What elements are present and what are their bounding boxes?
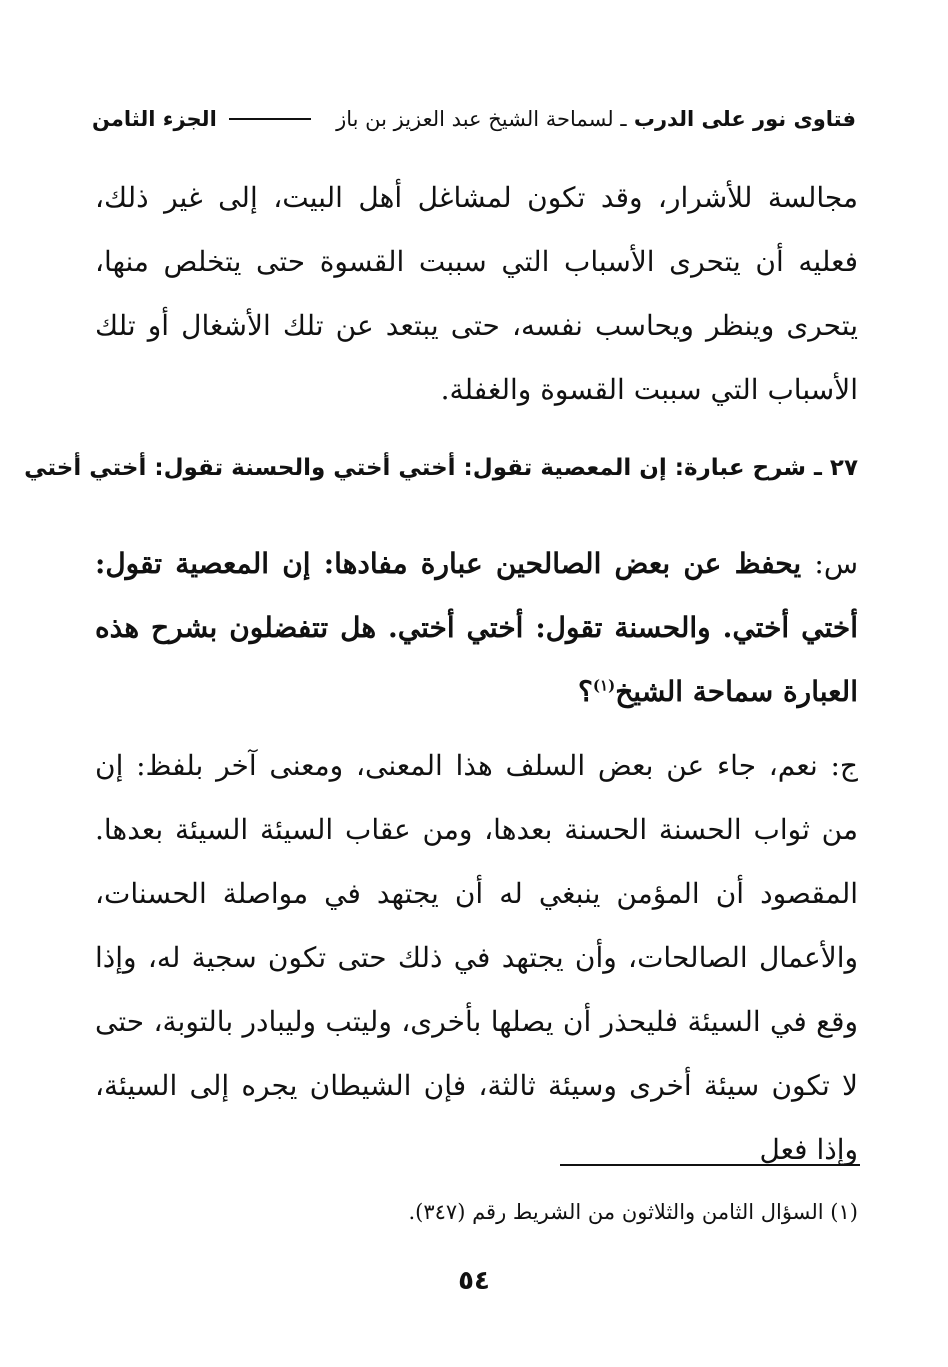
running-header	[92, 100, 856, 138]
footnote-separator	[560, 1164, 860, 1166]
footnote-reference: (١)	[592, 676, 616, 695]
header-book-title: فتاوى نور على الدرب	[633, 107, 856, 131]
page-number: ٥٤	[458, 1266, 490, 1296]
question-label: س:	[814, 547, 859, 580]
question-block	[95, 532, 858, 724]
footnote: (١) السؤال الثامن والثلاثون من الشريط رقم (٣٤٧).	[408, 1200, 858, 1224]
header-book-info	[336, 107, 856, 131]
header-part	[92, 107, 311, 131]
question-mark: ؟	[578, 675, 593, 708]
header-rule	[229, 118, 311, 120]
header-author: ـ لسماحة الشيخ عبد العزيز بن باز	[336, 107, 627, 131]
question-text: يحفظ عن بعض الصالحين عبارة مفادها: إن المعصية تقول: أختي أختي. والحسنة تقول: أختي أختي. هل تتفضلون بشرح هذه العبارة سماحة الشيخ	[95, 547, 858, 708]
header-part-label: الجزء الثامن	[92, 107, 217, 131]
answer-paragraph: ج: نعم، جاء عن بعض السلف هذا المعنى، ومعنى آخر بلفظ: إن من ثواب الحسنة الحسنة بعدها، ومن عقاب السيئة السيئة بعدها. المقصود أن المؤمن ينبغي له أن يجتهد في مواصلة الحسنات، والأعمال الصالحات، وأن يجتهد في ذلك حتى تكون سجية له، وإذا وقع في السيئة فليحذر أن يصلها بأخرى، وليتب وليبادر بالتوبة، حتى لا تكون سيئة أخرى وسيئة ثالثة، فإن الشيطان يجره إلى السيئة، وإذا فعل	[95, 749, 858, 1166]
paragraph-continuation: مجالسة للأشرار، وقد تكون لمشاغل أهل البيت، إلى غير ذلك، فعليه أن يتحرى الأسباب التي سببت القسوة حتى يتخلص منها، يتحرى وينظر ويحاسب نفسه، حتى يبتعد عن تلك الأشغال أو تلك الأسباب التي سببت القسوة والغفلة.	[95, 181, 858, 406]
section-heading: ٢٧ ـ شرح عبارة: إن المعصية تقول: أختي أختي والحسنة تقول: أختي أختي	[24, 455, 858, 481]
